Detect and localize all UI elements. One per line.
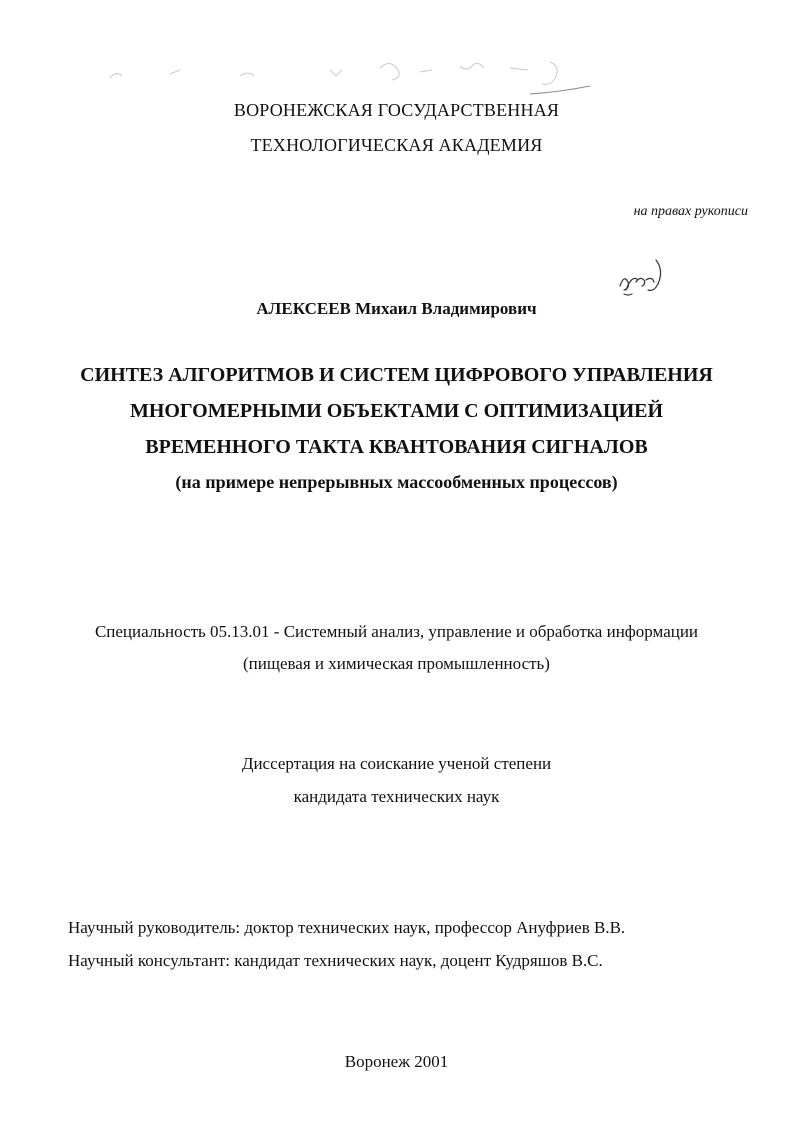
title-line-1: СИНТЕЗ АЛГОРИТМОВ И СИСТЕМ ЦИФРОВОГО УПРАВЛЕНИЯ: [80, 364, 713, 386]
supervisor-line: Научный руководитель: доктор технических наук, профессор Ануфриев В.В.: [68, 918, 626, 937]
scan-artifact: [100, 48, 620, 98]
institution-line-2: ТЕХНОЛОГИЧЕСКАЯ АКАДЕМИЯ: [250, 135, 543, 155]
city-year: Воронеж 2001: [344, 1052, 449, 1071]
degree-line-2: кандидата технических наук: [293, 787, 500, 806]
specialty-line-2: (пищевая и химическая промышленность): [243, 654, 550, 673]
specialty-line-1: Специальность 05.13.01 - Системный анализ, управление и обработка информации: [94, 622, 699, 641]
title-line-3: ВРЕМЕННОГО ТАКТА КВАНТОВАНИЯ СИГНАЛОВ: [145, 436, 648, 458]
institution-line-1: ВОРОНЕЖСКАЯ ГОСУДАРСТВЕННАЯ: [233, 100, 560, 120]
title-subtitle: (на примере непрерывных массообменных процессов): [175, 472, 618, 492]
title-line-2: МНОГОМЕРНЫМИ ОБЪЕКТАМИ С ОПТИМИЗАЦИЕЙ: [129, 400, 664, 422]
author-name: АЛЕКСЕЕВ Михаил Владимирович: [256, 299, 537, 318]
degree-line-1: Диссертация на соискание ученой степени: [241, 754, 552, 773]
rights-note: на правах рукописи: [633, 204, 748, 219]
signature-mark: [612, 250, 672, 300]
consultant-line: Научный консультант: кандидат технических наук, доцент Кудряшов В.С.: [68, 951, 603, 970]
